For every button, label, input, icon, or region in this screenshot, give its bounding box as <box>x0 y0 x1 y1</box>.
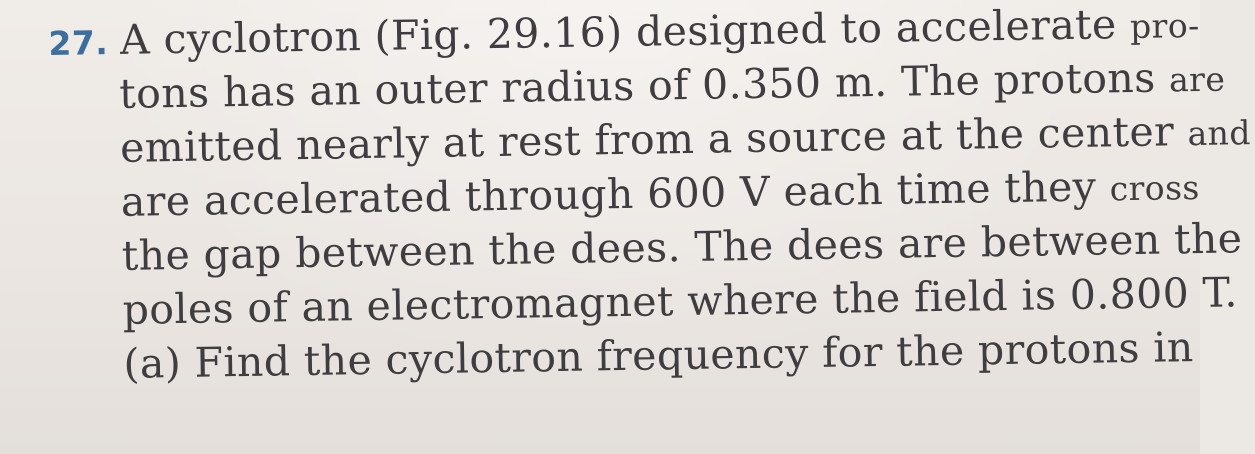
problem-text: the gap between the dees. The dees are between the <box>121 214 1243 280</box>
problem-27 <box>48 0 1252 392</box>
problem-text: pro- <box>1129 5 1200 47</box>
problem-text: tons has an outer radius of 0.350 m. The protons <box>118 53 1156 118</box>
problem-text: emitted nearly at rest from a source at the center <box>119 107 1175 172</box>
problem-text: poles of an electromagnet where the field is 0.800 T. <box>122 268 1239 334</box>
problem-text: are accelerated through 600 V each time they <box>120 162 1097 226</box>
problem-text: (a) Find the cyclotron frequency for the protons in <box>123 323 1194 388</box>
problem-text: and <box>1187 113 1252 154</box>
problem-number: 27. <box>48 23 109 63</box>
problem-text: are <box>1168 59 1226 100</box>
problem-text: A cyclotron (Fig. 29.16) designed to accelerate <box>119 0 1117 64</box>
problem-text: cross <box>1109 167 1200 209</box>
